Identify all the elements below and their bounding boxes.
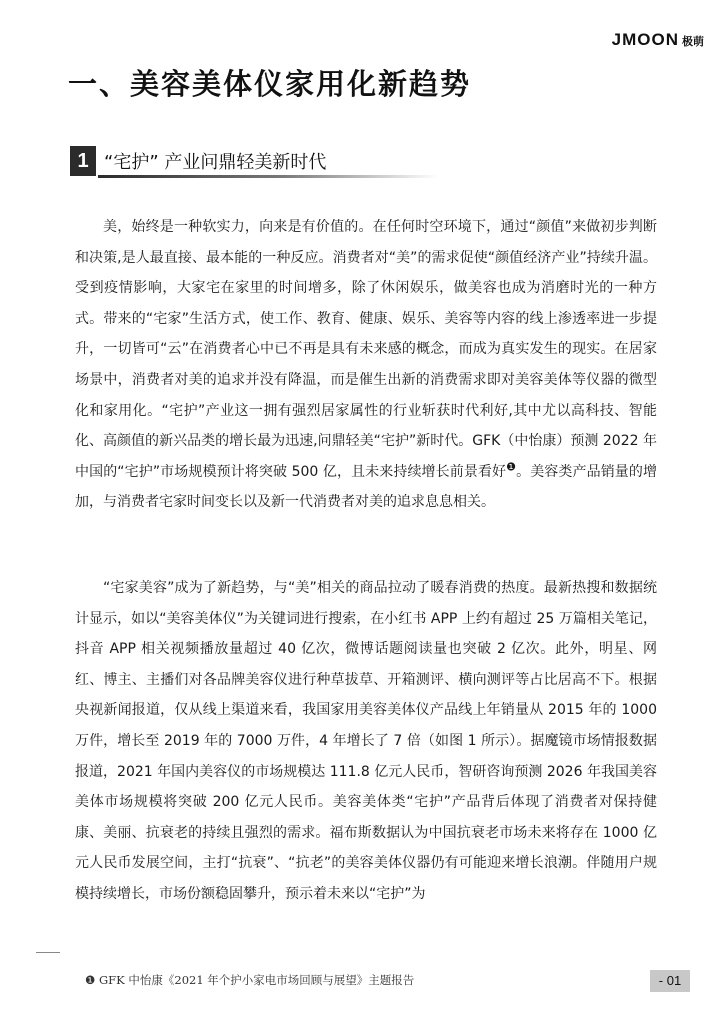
page-number: - 01 [650,970,690,992]
paragraph-1-text-b: 。美容类产品销量的增加，与消费者宅家时间变长以及新一代消费者对美的追求息息相关。 [75,463,657,511]
paragraph-1-text-a: 美，始终是一种软实力，向来是有价值的。在任何时空环境下，通过“颜值”来做初步判断和决策,是人最直接、最本能的一种反应。消费者对“美”的需求促使“颜值经济产业”持续升温。受到疫情影响，大家宅在家里的时间增多，除了休闲娱乐，做美容也成为消磨时光的一种方式。带来的“宅家”生活方式，使工作、教育、健康、娱乐、美容等内容的线上渗透率进一步提升，一切皆可“云”在消费者心中已不再是具有未来感的概念，而成为真实发生的现实。在居家场景中，消费者对美的追求并没有降温，而是催生出新的消费需求即对美容美体等仪器的微型化和家用化。“宅护”产业这一拥有强烈居家属性的行业斩获时代利好,其中尤以高科技、智能化、高颜值的新兴品类的增长最为迅速,问鼎轻美“宅护”新时代。GFK（中怡康）预测 2022 年中国的“宅护”市场规模预计将突破 500 亿，且未来持续增长前景看好 [75,219,657,480]
logo-chinese-name: 极萌 [682,35,704,48]
brand-logo [612,30,704,50]
logo-wordmark: JMOON [611,30,679,49]
body-paragraph-2: “宅家美容”成为了新趋势，与“美”相关的商品拉动了暖春消费的热度。最新热搜和数据统计显示，如以“美容美体仪”为关键词进行搜索，在小红书 APP 上约有超过 25 万篇相关笔记，抖音 APP 相关视频播放量超过 40 亿次，微博话题阅读量也突破 2 亿次。此外，明星、网红、博主、主播们对各品牌美容仪进行种草拔草、开箱测评、横向测评等占比居高不下。根据央视新闻报道，仅从线上渠道来看，我国家用美容美体仪产品线上年销量从 2015 年的 1000 万件，增长至 2019 年的 7000 万件，4 年增长了 7 倍（如图 1 所示）。据魔镜市场情报数据报道，2021 年国内美容仪的市场规模达 111.8 亿元人民币，智研咨询预测 2026 年我国美容美体市场规模将突破 200 亿元人民币。美容美体类“宅护”产品背后体现了消费者对保持健康、美丽、抗衰老的持续且强烈的需求。福布斯数据认为中国抗衰老市场未来将存在 1000 亿元人民币发展空间，主打“抗衰”、“抗老”的美容美体仪器仍有可能迎来增长浪潮。伴随用户规模持续增长，市场份额稳固攀升，预示着未来以“宅护”为 [75,580,657,902]
section-header [68,146,448,178]
footnote-reference: ❶ [506,460,517,474]
section-underline [98,175,438,178]
body-paragraph-1 [75,212,657,518]
footnote-divider [36,952,60,953]
footnote: ❶ GFK 中怡康《2021 年个护小家电市场回顾与展望》主题报告 [85,973,415,987]
chapter-heading: 一、美容美体仪家用化新趋势 [68,67,472,101]
section-title: “宅护” 产业问鼎轻美新时代 [104,152,327,173]
section-number-badge: 1 [70,146,96,176]
